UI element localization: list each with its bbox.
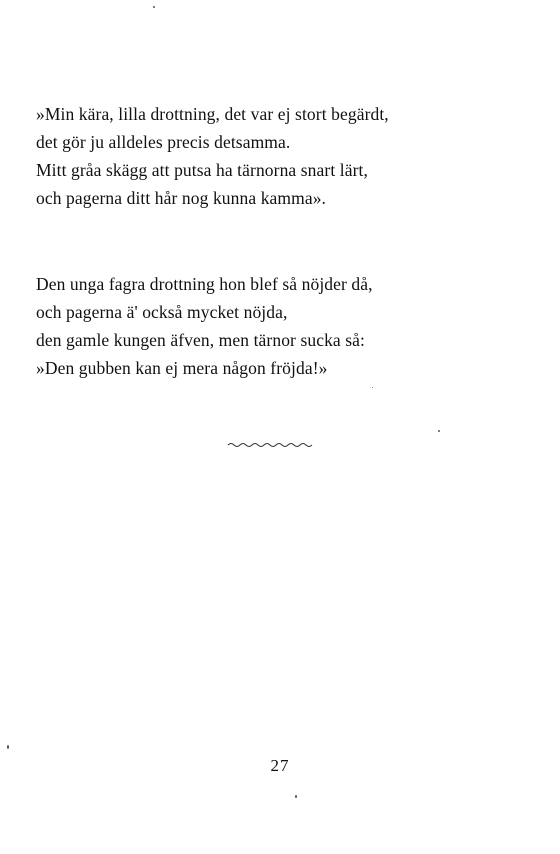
paper-speck xyxy=(7,745,9,749)
verse-line: »Den gubben kan ej mera någon fröjda!» xyxy=(36,358,328,378)
paper-speck xyxy=(372,387,373,388)
verse-line: och pagerna ditt hår nog kunna kamma». xyxy=(36,188,327,208)
stanza-2 xyxy=(36,270,516,382)
verse-line: den gamle kungen äfven, men tärnor sucka så: xyxy=(36,330,366,350)
stanza-1 xyxy=(36,100,516,212)
verse-line: Den unga fagra drottning hon blef så nöjder då, xyxy=(36,274,373,294)
paper-speck xyxy=(153,6,155,8)
verse-line: »Min kära, lilla drottning, det var ej stort begärdt, xyxy=(36,104,389,124)
wavy-rule-ornament xyxy=(226,440,316,450)
paper-speck xyxy=(438,430,440,432)
verse-line: Mitt gråa skägg att putsa ha tärnorna snart lärt, xyxy=(36,160,368,180)
paper-speck xyxy=(295,795,297,798)
verse-line: det gör ju alldeles precis detsamma. xyxy=(36,132,291,152)
verse-line: och pagerna ä' också mycket nöjda, xyxy=(36,302,288,322)
page-number: 27 xyxy=(270,756,290,775)
